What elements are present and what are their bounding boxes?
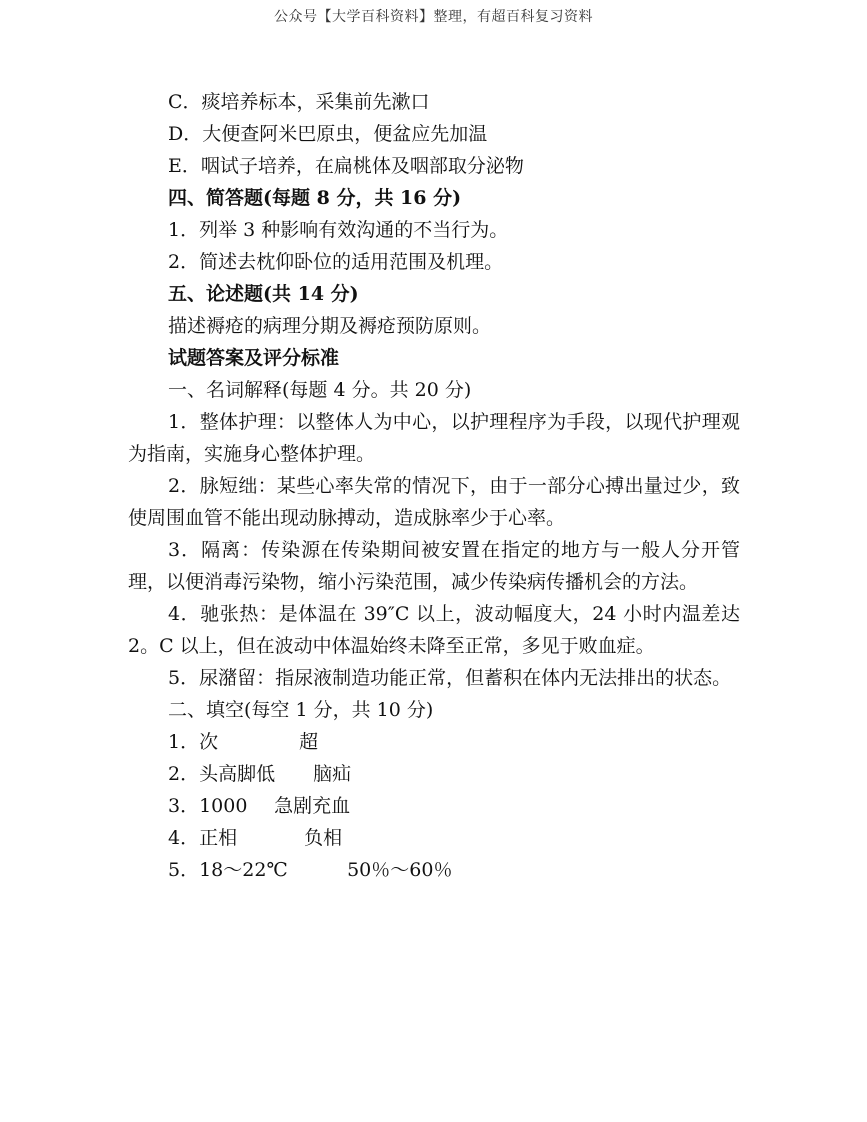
fill-answer-a: 正相 xyxy=(199,827,238,849)
answers-part-2-title: 二、填空(每空 1 分，共 10 分) xyxy=(168,699,434,721)
answer-definition-2: 2．脉短绌：某些心率失常的情况下，由于一部分心搏出量过少，致使周围血管不能出现动脉搏动，造成脉率少于心率。 xyxy=(128,475,740,529)
fill-answer-a: 头高脚低 xyxy=(199,763,276,785)
option-e: E．咽试子培养，在扁桃体及咽部取分泌物 xyxy=(168,155,524,177)
fill-answer-4 xyxy=(128,822,740,854)
fill-answer-3 xyxy=(128,790,740,822)
fill-number: 4． xyxy=(168,827,200,849)
answers-part-1-title: 一、名词解释(每题 4 分。共 20 分) xyxy=(168,379,472,401)
fill-answer-a: 18～22℃ xyxy=(199,859,288,881)
answer-definition-1: 1．整体护理：以整体人为中心，以护理程序为手段，以现代护理观为指南，实施身心整体护理。 xyxy=(128,411,740,465)
answer-definition-5: 5．尿潴留：指尿液制造功能正常，但蓄积在体内无法排出的状态。 xyxy=(168,667,732,689)
option-d: D．大便查阿米巴原虫，便盆应先加温 xyxy=(168,123,488,145)
fill-answer-b: 急剧充血 xyxy=(274,795,351,817)
answer-definition-4: 4．驰张热：是体温在 39″C 以上，波动幅度大，24 小时内温差达 2。C 以上，但在波动中体温始终未降至正常，多见于败血症。 xyxy=(128,603,740,657)
fill-number: 1． xyxy=(168,731,200,753)
section-5-question: 描述褥疮的病理分期及褥疮预防原则。 xyxy=(168,315,492,337)
fill-answer-a: 1000 xyxy=(199,795,248,817)
fill-number: 5． xyxy=(168,859,200,881)
section-4-title: 四、简答题(每题 8 分，共 16 分) xyxy=(168,187,462,209)
fill-answer-b: 脑疝 xyxy=(313,763,352,785)
fill-number: 2． xyxy=(168,763,200,785)
fill-answer-1 xyxy=(128,726,740,758)
fill-answer-b: 超 xyxy=(299,731,319,753)
option-c: C．痰培养标本，采集前先漱口 xyxy=(168,91,430,113)
answer-definition-3: 3．隔离：传染源在传染期间被安置在指定的地方与一般人分开管理，以便消毒污染物，缩小污染范围，减少传染病传播机会的方法。 xyxy=(128,539,740,593)
fill-answer-b: 50％～60％ xyxy=(347,859,453,881)
fill-answer-a: 次 xyxy=(199,731,219,753)
section-5-title: 五、论述题(共 14 分) xyxy=(168,283,359,305)
page-header: 公众号【大学百科资料】整理，有超百科复习资料 xyxy=(274,9,593,25)
fill-number: 3． xyxy=(168,795,200,817)
fill-answer-b: 负相 xyxy=(304,827,343,849)
fill-answer-5 xyxy=(128,854,740,886)
section-4-question-2: 2．简述去枕仰卧位的适用范围及机理。 xyxy=(168,251,504,273)
section-4-question-1: 1．列举 3 种影响有效沟通的不当行为。 xyxy=(168,219,509,241)
document-body xyxy=(128,86,740,886)
answers-title: 试题答案及评分标准 xyxy=(168,347,340,369)
fill-answer-2 xyxy=(128,758,740,790)
